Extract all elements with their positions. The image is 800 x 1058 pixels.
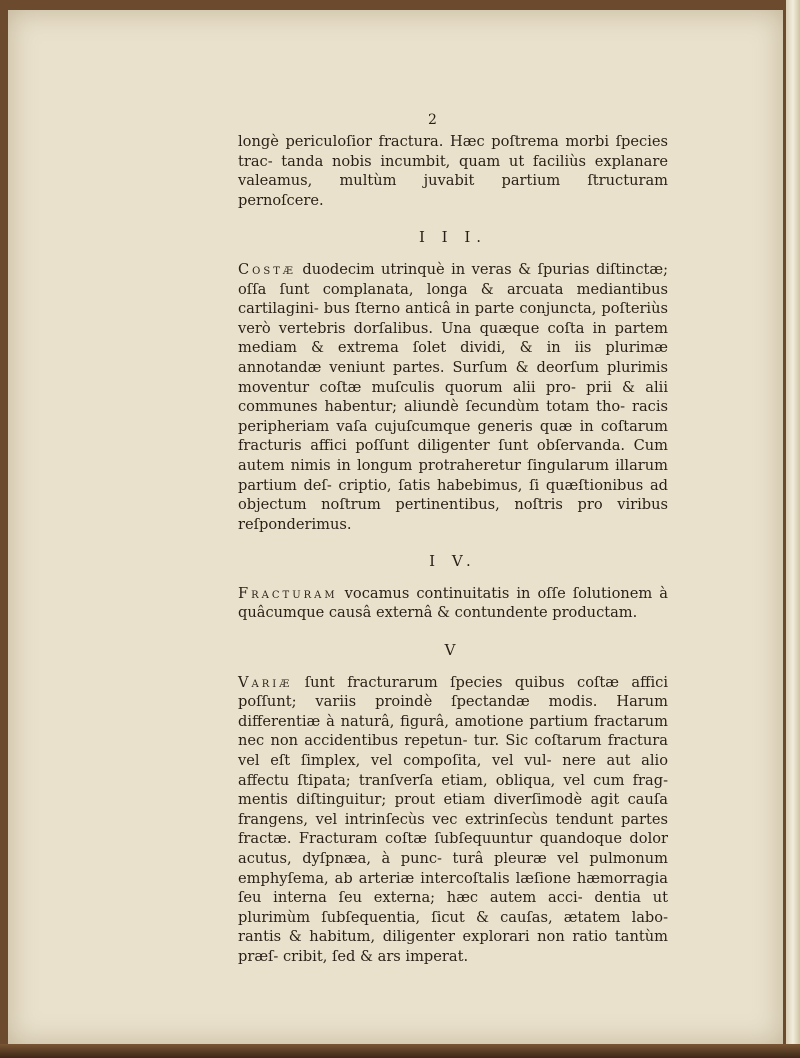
section-5-text: ſunt fracturarum ſpecies quibus coſtæ affici poſſunt; variis proindè ſpectandæ modis. Harum differentiæ à naturâ, figurâ, amotione partium fractarum nec non accidentibus repetun- tur. Sic coſtarum fractura vel eſt ſimplex, vel compoſita, vel vul- nere aut alio affectu ſtipata; tranſverſa etiam, obliqua, vel cum frag- mentis diſtinguitur; prout etiam diverſimodè agit cauſa frangens, vel intrinſecùs vec extrinſecùs tendunt partes fractæ. Fracturam coſtæ ſubſequuntur quandoque dolor acutus, dyſpnæa, à punc- turâ pleuræ vel pulmonum emphyſema, ab arteriæ intercoſtalis læſione hæmorragia ſeu interna ſeu externa; hæc autem acci- dentia ut plurimùm ſubſequentia, ſicut & cauſas, ætatem labo- rantis & habitum, diligenter explorari non ratio tantùm præſ- cribit, ſed & ars imperat. (238, 673, 668, 965)
section-5-paragraph (238, 673, 668, 967)
intro-paragraph: longè periculoſior fractura. Hæc poſtrema morbi ſpecies trac- tanda nobis incumbit, quam ut faciliùs explanare valeamus, multùm juvabit partium ſtructuram pernoſcere. (238, 133, 668, 209)
section-4-lead: Fracturam (238, 584, 338, 602)
section-4-text: vocamus continuitatis in oſſe ſolutionem à quâcumque causâ externâ & contundente productam. (238, 584, 668, 622)
page-number: 2 (428, 112, 437, 128)
section-3-text: duodecim utrinquè in veras & ſpurias diſtinctæ; oſſa ſunt complanata, longa & arcuata mediantibus cartilagini- bus ſterno anticâ in parte conjuncta, poſteriùs verò vertebris dorſalibus. Una quæque coſta in partem mediam & extrema ſolet dividi, & in iis plurimæ annotandæ veniunt partes. Surſum & deorſum plurimis moventur coſtæ muſculis quorum alii pro- prii & alii communes habentur; aliundè ſecundùm totam tho- racis peripheriam vaſa cujuſcumque generis quæ in coſtarum fracturis affici poſſunt diligenter ſunt obſervanda. Cum autem nimis in longum protraheretur ſingularum illarum partium deſ- criptio, ſatis habebimus, ſi quæſtionibus ad objectum noſtrum pertinentibus, noſtris pro viribus reſponderimus. (238, 260, 668, 533)
section-4-paragraph (238, 584, 668, 623)
section-heading-4: I V. (429, 552, 477, 571)
page-fore-edge (786, 0, 800, 1058)
section-3-paragraph (238, 260, 668, 534)
section-heading-3: I I I. (418, 228, 488, 247)
section-3-lead: Costæ (238, 260, 296, 278)
section-5-lead: Variæ (238, 673, 293, 691)
text-block (238, 132, 668, 973)
book-binding-edge (0, 1044, 800, 1058)
book-page (8, 10, 783, 1045)
section-heading-5: V (444, 641, 462, 660)
